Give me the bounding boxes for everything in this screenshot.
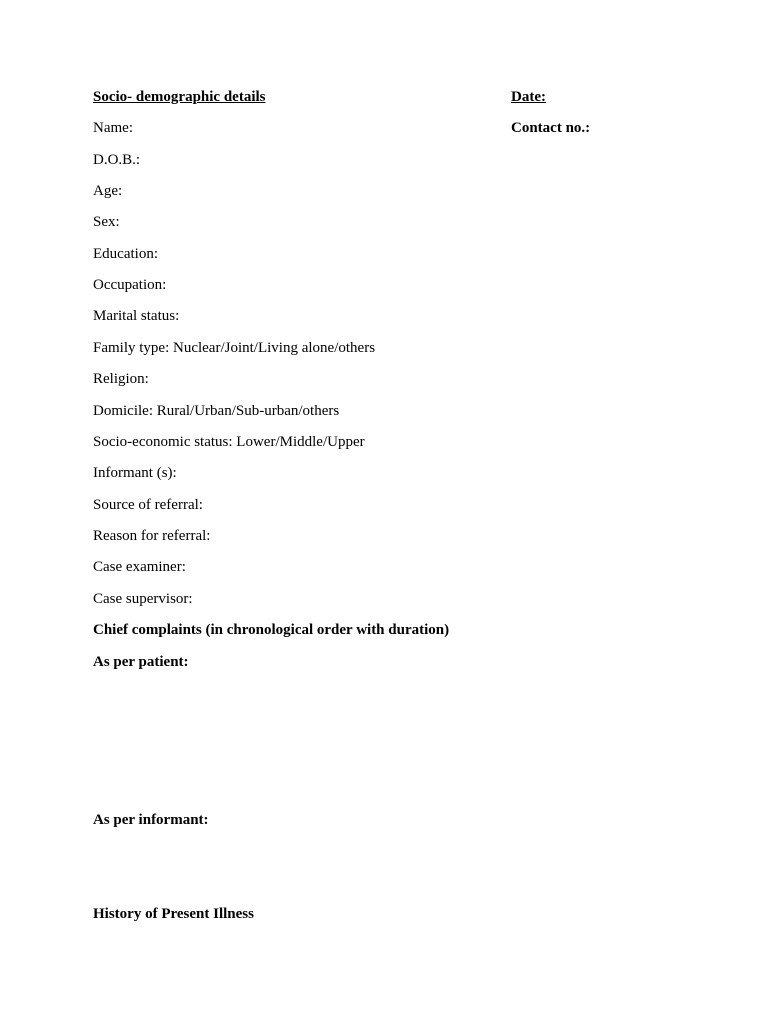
field-reason-for-referral: Reason for referral: [93, 528, 211, 544]
field-family-type: Family type: Nuclear/Joint/Living alone/others [93, 340, 376, 356]
heading-as-per-informant: As per informant: [93, 812, 209, 828]
field-age: Age: [93, 183, 123, 199]
field-socio-economic-status: Socio-economic status: Lower/Middle/Upper [93, 434, 365, 450]
contact-label: Contact no.: [511, 120, 591, 136]
field-dob: D.O.B.: [93, 152, 141, 168]
field-source-of-referral: Source of referral: [93, 497, 203, 513]
field-case-examiner: Case examiner: [93, 559, 186, 575]
date-label: Date: [511, 89, 546, 105]
heading-history-present-illness: History of Present Illness [93, 906, 254, 922]
field-religion: Religion: [93, 371, 149, 387]
field-domicile: Domicile: Rural/Urban/Sub-urban/others [93, 403, 340, 419]
field-name: Name: [93, 120, 133, 136]
heading-chief-complaints: Chief complaints (in chronological order with duration) [93, 622, 450, 638]
field-education: Education: [93, 246, 158, 262]
field-informants: Informant (s): [93, 465, 177, 481]
field-occupation: Occupation: [93, 277, 167, 293]
field-sex: Sex: [93, 214, 120, 230]
field-case-supervisor: Case supervisor: [93, 591, 193, 607]
section-title-socio-demographic: Socio- demographic details [93, 89, 266, 105]
field-marital-status: Marital status: [93, 308, 180, 324]
heading-as-per-patient: As per patient: [93, 654, 189, 670]
